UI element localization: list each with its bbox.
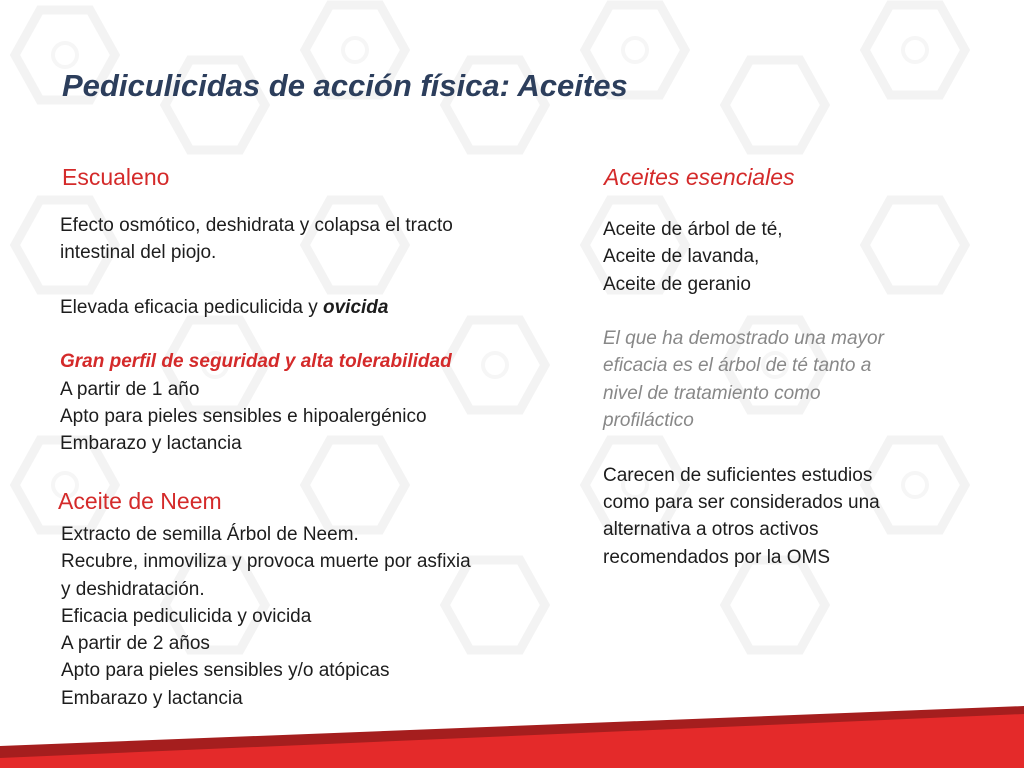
paragraph-gap — [60, 321, 453, 348]
esenciales-closing-line: Carecen de suficientes estudios — [603, 464, 873, 486]
neem-line: Eficacia pediculicida y ovicida — [61, 605, 312, 627]
paragraph-gap — [603, 298, 884, 325]
esenciales-closing-line: como para ser considerados una — [603, 491, 880, 513]
neem-line: y deshidratación. — [61, 578, 205, 600]
neem-line: Recubre, inmoviliza y provoca muerte por asfixia — [61, 551, 471, 573]
paragraph-gap — [60, 267, 453, 294]
escualeno-p1-line: Efecto osmótico, deshidrata y colapsa el tracto — [60, 215, 453, 236]
esenciales-note-line: nivel de tratamiento como — [603, 382, 821, 404]
neem-body — [61, 521, 471, 712]
esenciales-list-line: Aceite de árbol de té, — [603, 219, 783, 240]
neem-line: Apto para pieles sensibles y/o atópicas — [61, 660, 390, 682]
escualeno-safety-highlight: Gran perfil de seguridad y alta tolerabilidad — [60, 351, 452, 373]
esenciales-body — [603, 216, 884, 571]
escualeno-p3-line: Apto para pieles sensibles e hipoalergénico — [60, 406, 427, 428]
esenciales-note-line: El que ha demostrado una mayor — [603, 328, 884, 350]
neem-line: Extracto de semilla Árbol de Neem. — [61, 524, 359, 545]
esenciales-closing-line: alternativa a otros activos — [603, 519, 819, 541]
esenciales-closing-line: recomendados por la OMS — [603, 546, 831, 568]
neem-line: A partir de 2 años — [61, 633, 210, 655]
escualeno-p3-line: Embarazo y lactancia — [60, 433, 242, 455]
slide-title: Pediculicidas de acción física: Aceites — [62, 68, 628, 103]
escualeno-p1-line: intestinal del piojo. — [60, 242, 217, 264]
escualeno-p2-text: Elevada eficacia pediculicida y — [60, 296, 323, 318]
esenciales-list-line: Aceite de geranio — [603, 273, 751, 295]
escualeno-p2 — [60, 294, 453, 321]
neem-heading: Aceite de Neem — [58, 488, 222, 514]
esenciales-list-line: Aceite de lavanda, — [603, 246, 760, 268]
footer-red-band — [0, 690, 1024, 768]
escualeno-p3-line: A partir de 1 año — [60, 378, 200, 400]
esenciales-note-line: eficacia es el árbol de té tanto a — [603, 355, 872, 377]
paragraph-gap — [603, 434, 884, 461]
escualeno-body — [60, 212, 453, 458]
escualeno-p2-emphasis: ovicida — [323, 296, 389, 318]
esenciales-note-line: profiláctico — [603, 410, 694, 432]
neem-line: Embarazo y lactancia — [61, 687, 243, 709]
esenciales-heading: Aceites esenciales — [604, 164, 795, 190]
escualeno-heading: Escualeno — [62, 164, 170, 190]
